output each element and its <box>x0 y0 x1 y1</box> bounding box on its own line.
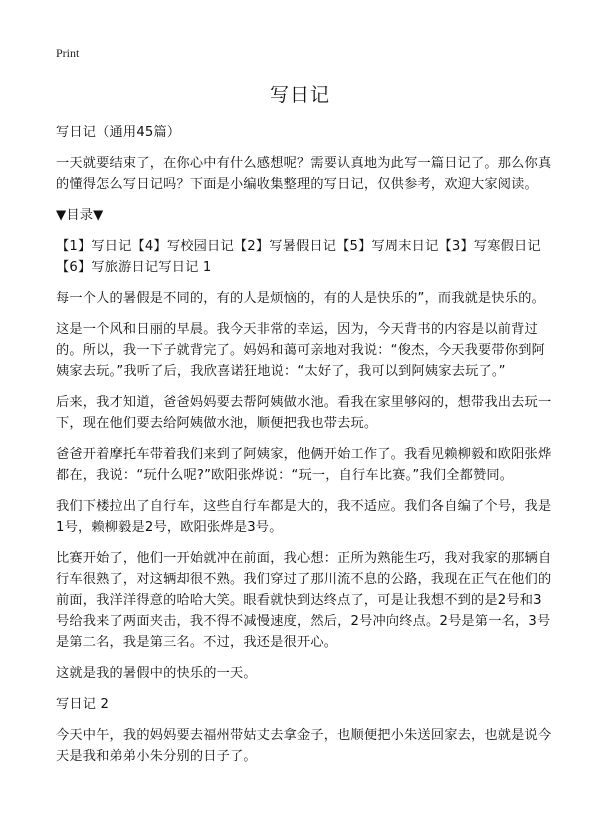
paragraph-2: 这是一个风和日丽的早晨。我今天非常的幸运，因为，今天背书的内容是以前背过的。所以，我一下子就背完了。妈妈和蔼可亲地对我说：“俊杰，今天我要带你到阿姨家去玩。”我听了后，我欣喜诺狂地说：“太好了，我可以到阿姨家去玩了。” <box>56 322 545 379</box>
print-label[interactable]: Print <box>56 46 80 60</box>
section-heading-2: 写日记 2 <box>56 697 110 712</box>
paragraph-7: 这就是我的暑假中的快乐的一天。 <box>56 666 257 681</box>
toc-link-2[interactable]: 【2】写暑假日记 <box>233 239 337 254</box>
paragraph-3: 后来，我才知道，爸爸妈妈要去帮阿姨做水池。看我在家里够闷的，想带我出去玩一下，现在他们要去给阿姨做水池，顺便把我也带去玩。 <box>56 395 552 431</box>
article-body <box>56 122 554 777</box>
section-heading-1: 写日记 1 <box>158 260 212 275</box>
intro-paragraph: 一天就要结束了，在你心中有什么感想呢？需要认真地为此写一篇日记了。那么你真的懂得怎么写日记吗？下面是小编收集整理的写日记，仅供参考，欢迎大家阅读。 <box>56 156 552 192</box>
toc-link-1[interactable]: 【1】写日记 <box>56 239 132 254</box>
toc-link-6[interactable]: 【6】写旅游日记 <box>56 260 159 275</box>
paragraph-6: 比赛开始了，他们一开始就冲在前面，我心想：正所为熟能生巧，我对我家的那辆自行车很熟了，对这辆却很不熟。我们穿过了那川流不息的公路，我现在正气在他们的前面，我洋洋得意的哈哈大笑。眼看就快到达终点了，可是让我想不到的是2号和3号给我来了两面夹击，我不得不减慢速度，然后，2号冲向终点。2号是第一名，3号是第二名，我是第三名。不过，我还是很开心。 <box>56 551 552 650</box>
paragraph-5: 我们下楼拉出了自行车，这些自行车都是大的，我不适应。我们各自编了个号，我是1号，赖柳毅是2号，欧阳张烨是3号。 <box>56 499 552 535</box>
page-title: 写日记 <box>269 84 330 106</box>
toc-link-5[interactable]: 【5】写周末日记 <box>336 239 439 254</box>
article-subtitle: 写日记（通用45篇） <box>56 125 181 140</box>
paragraph-8: 今天中午，我的妈妈要去福州带姑丈去拿金子，也顺便把小朱送回家去，也就是说今天是我和弟弟小朱分别的日子了。 <box>56 728 552 764</box>
toc-link-3[interactable]: 【3】写寒假日记 <box>438 239 541 254</box>
toc-link-4[interactable]: 【4】写校园日记 <box>131 239 234 254</box>
table-of-contents <box>56 236 554 278</box>
paragraph-4: 爸爸开着摩托车带着我们来到了阿姨家，他俩开始工作了。我看见赖柳毅和欧阳张烨都在，我说：“玩什么呢?”欧阳张烨说：“玩一，自行车比赛。”我们全都赞同。 <box>56 447 552 483</box>
paragraph-1: 每一个人的暑假是不同的，有的人是烦恼的，有的人是快乐的”，而我就是快乐的。 <box>56 291 545 306</box>
toc-header: ▼目录▼ <box>56 208 104 223</box>
